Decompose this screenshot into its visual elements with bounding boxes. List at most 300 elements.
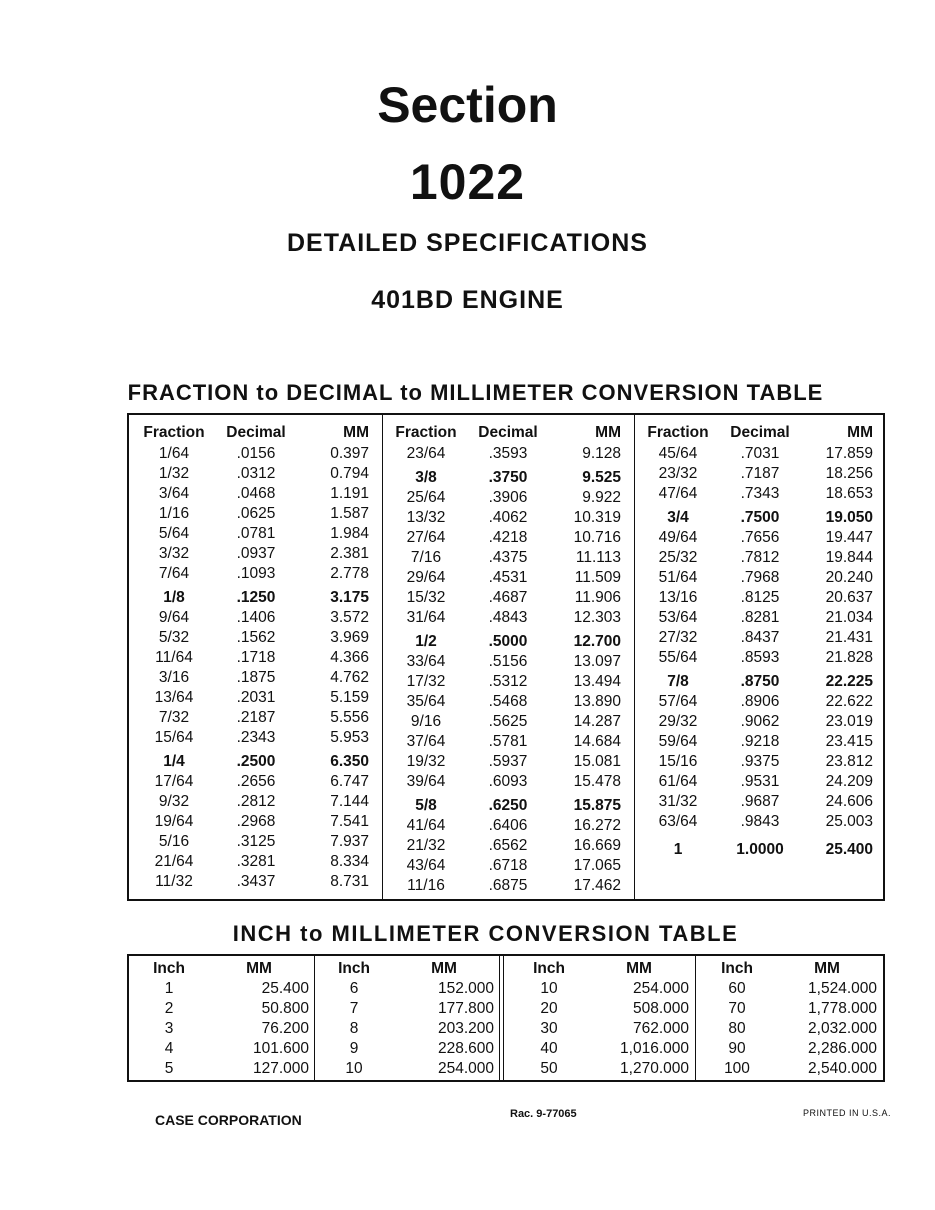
mm-cell: 1.191 (330, 485, 369, 502)
header-row (637, 421, 879, 444)
decimal-cell: .4687 (488, 589, 528, 606)
table-row (385, 548, 627, 568)
inch-cell: 50 (540, 1060, 558, 1077)
table-row (385, 588, 627, 608)
table-row (133, 668, 375, 688)
mm-cell: 4.366 (330, 649, 369, 666)
decimal-cell: .5156 (488, 653, 528, 670)
mm-cell: 1.984 (330, 525, 369, 542)
fraction-cell: 1/64 (158, 445, 190, 462)
mm-cell: 152.000 (437, 980, 494, 997)
mm-cell: 2.778 (330, 565, 369, 582)
inch-cell: 1 (164, 980, 174, 997)
fraction-cell: 43/64 (406, 857, 446, 874)
fraction-column-1 (133, 421, 375, 892)
fraction-table-title: FRACTION to DECIMAL to MILLIMETER CONVERSION TABLE (127, 380, 824, 405)
table-row (637, 508, 879, 528)
decimal-cell: .6250 (488, 797, 528, 814)
fraction-cell: 23/32 (658, 465, 698, 482)
decimal-cell: .8750 (740, 673, 780, 690)
decimal-cell: .3750 (488, 469, 528, 486)
table-row (637, 812, 879, 832)
table-row (509, 999, 689, 1019)
mm-cell: 14.684 (573, 733, 621, 750)
mm-cell: 12.700 (573, 633, 621, 650)
decimal-cell: .8906 (740, 693, 780, 710)
fraction-cell: 63/64 (658, 813, 698, 830)
mm-cell: 127.000 (252, 1060, 309, 1077)
mm-cell: 19.050 (825, 509, 873, 526)
mm-cell: 19.844 (825, 549, 873, 566)
decimal-cell: .2500 (236, 753, 276, 770)
table-row (133, 772, 375, 792)
fraction-cell: 5/8 (415, 797, 437, 814)
mm-cell: 17.859 (825, 445, 873, 462)
mm-cell: 2,032.000 (808, 1020, 877, 1037)
decimal-cell: .3281 (236, 853, 276, 870)
fraction-cell: 7/32 (158, 709, 190, 726)
fraction-cell: 19/32 (406, 753, 446, 770)
table-row (133, 688, 375, 708)
inch-column-1 (129, 959, 309, 1079)
mm-cell: 16.669 (573, 837, 621, 854)
fraction-cell: 15/16 (658, 753, 698, 770)
table-row (133, 852, 375, 872)
column-divider (695, 956, 696, 1080)
mm-cell: 50.800 (261, 1000, 309, 1017)
mm-cell: 254.000 (632, 980, 689, 997)
decimal-cell: .4375 (488, 549, 528, 566)
table-row (385, 752, 627, 772)
inch-cell: 80 (728, 1020, 746, 1037)
fraction-cell: 33/64 (406, 653, 446, 670)
mm-cell: 6.747 (330, 773, 369, 790)
column-header: MM (246, 960, 272, 977)
company-name: CASE CORPORATION (155, 1112, 302, 1128)
mm-cell: 13.097 (573, 653, 621, 670)
mm-cell: 254.000 (437, 1060, 494, 1077)
mm-cell: 23.812 (825, 753, 873, 770)
inch-table-title: INCH to MILLIMETER CONVERSION TABLE (232, 921, 739, 946)
mm-cell: 4.762 (330, 669, 369, 686)
fraction-cell: 5/64 (158, 525, 190, 542)
fraction-cell: 21/64 (154, 853, 194, 870)
mm-cell: 11.906 (574, 589, 621, 606)
fraction-cell: 1/4 (163, 753, 185, 770)
decimal-cell: .6562 (488, 837, 528, 854)
mm-cell: 25.400 (261, 980, 309, 997)
fraction-cell: 1/16 (158, 505, 190, 522)
table-row (385, 468, 627, 488)
mm-cell: 1,016.000 (620, 1040, 689, 1057)
mm-cell: 1,270.000 (620, 1060, 689, 1077)
inch-column-3 (509, 959, 689, 1079)
mm-cell: 7.937 (330, 833, 369, 850)
inch-cell: 40 (540, 1040, 558, 1057)
table-row (129, 1019, 309, 1039)
fraction-cell: 7/64 (158, 565, 190, 582)
table-row (637, 608, 879, 628)
fraction-cell: 41/64 (406, 817, 446, 834)
fraction-cell: 13/32 (406, 509, 446, 526)
decimal-cell: .3437 (236, 873, 276, 890)
decimal-cell: .9375 (740, 753, 780, 770)
fraction-cell: 29/64 (406, 569, 446, 586)
decimal-cell: .0625 (236, 505, 276, 522)
table-row (637, 464, 879, 484)
decimal-cell: .5468 (488, 693, 528, 710)
mm-cell: 14.287 (573, 713, 621, 730)
table-row (385, 508, 627, 528)
inch-column-4 (697, 959, 877, 1079)
reference-number: Rac. 9-77065 (510, 1108, 577, 1120)
fraction-cell: 3/64 (158, 485, 190, 502)
mm-cell: 12.303 (573, 609, 621, 626)
column-divider (634, 415, 635, 899)
column-divider (499, 956, 500, 1080)
mm-cell: 24.606 (825, 793, 873, 810)
table-row (133, 484, 375, 504)
mm-cell: 22.622 (825, 693, 873, 710)
decimal-cell: .6093 (488, 773, 528, 790)
fraction-cell: 9/32 (158, 793, 190, 810)
table-row (133, 544, 375, 564)
table-row (133, 588, 375, 608)
table-row (385, 816, 627, 836)
table-row (385, 836, 627, 856)
header-row (385, 421, 627, 444)
table-row (133, 648, 375, 668)
mm-cell: 3.175 (330, 589, 369, 606)
fraction-cell: 15/64 (154, 729, 194, 746)
header-row (314, 959, 494, 979)
decimal-cell: .8437 (740, 629, 780, 646)
mm-cell: 21.828 (825, 649, 873, 666)
table-row (133, 792, 375, 812)
decimal-cell: .4218 (488, 529, 528, 546)
inch-cell: 5 (164, 1060, 174, 1077)
column-header: Inch (338, 960, 370, 977)
mm-cell: 24.209 (825, 773, 873, 790)
mm-cell: 5.556 (330, 709, 369, 726)
decimal-cell: .8125 (740, 589, 780, 606)
fraction-cell: 29/32 (658, 713, 698, 730)
mm-cell: 16.272 (573, 817, 621, 834)
fraction-cell: 11/16 (407, 877, 445, 894)
mm-cell: 5.159 (330, 689, 369, 706)
inch-cell: 90 (728, 1040, 746, 1057)
table-row (314, 999, 494, 1019)
decimal-cell: .6718 (488, 857, 528, 874)
fraction-cell: 57/64 (658, 693, 698, 710)
fraction-cell: 51/64 (658, 569, 698, 586)
column-divider (503, 956, 504, 1080)
table-row (133, 708, 375, 728)
table-row (697, 1059, 877, 1079)
table-row (133, 812, 375, 832)
table-row (385, 796, 627, 816)
inch-cell: 10 (345, 1060, 363, 1077)
mm-cell: 8.334 (330, 853, 369, 870)
table-row (697, 1039, 877, 1059)
table-row (637, 712, 879, 732)
mm-cell: 3.572 (330, 609, 369, 626)
table-row (637, 752, 879, 772)
decimal-cell: .9687 (740, 793, 780, 810)
mm-cell: 17.462 (573, 877, 621, 894)
mm-cell: 20.637 (825, 589, 873, 606)
mm-cell: 2,286.000 (808, 1040, 877, 1057)
column-header: Decimal (730, 424, 790, 441)
table-row (385, 772, 627, 792)
page-subtitle: DETAILED SPECIFICATIONS (287, 229, 648, 257)
fraction-cell: 5/16 (158, 833, 190, 850)
fraction-cell: 11/64 (155, 649, 193, 666)
inch-cell: 8 (349, 1020, 359, 1037)
decimal-cell: .7656 (740, 529, 780, 546)
fraction-cell: 1/8 (163, 589, 185, 606)
table-row (385, 876, 627, 896)
decimal-cell: .1406 (236, 609, 276, 626)
table-row (509, 1039, 689, 1059)
table-row (385, 488, 627, 508)
mm-cell: 18.256 (825, 465, 873, 482)
column-header: MM (847, 424, 873, 441)
table-row (509, 1019, 689, 1039)
decimal-cell: .7187 (740, 465, 780, 482)
header-row (697, 959, 877, 979)
fraction-cell: 47/64 (658, 485, 698, 502)
table-row (129, 979, 309, 999)
fraction-cell: 27/32 (658, 629, 698, 646)
mm-cell: 21.431 (825, 629, 873, 646)
column-header: Fraction (395, 424, 457, 441)
mm-cell: 2,540.000 (808, 1060, 877, 1077)
mm-cell: 9.128 (582, 445, 621, 462)
table-row (133, 608, 375, 628)
fraction-cell: 53/64 (658, 609, 698, 626)
fraction-cell: 3/32 (158, 545, 190, 562)
decimal-cell: .4531 (488, 569, 528, 586)
mm-cell: 1,524.000 (808, 980, 877, 997)
decimal-cell: .2031 (236, 689, 276, 706)
fraction-column-2 (385, 421, 627, 896)
table-row (133, 444, 375, 464)
mm-cell: 11.509 (574, 569, 621, 586)
decimal-cell: .3906 (488, 489, 528, 506)
fraction-cell: 21/32 (406, 837, 446, 854)
header-row (509, 959, 689, 979)
fraction-cell: 3/8 (415, 469, 437, 486)
table-row (697, 999, 877, 1019)
fraction-cell: 11/32 (155, 873, 193, 890)
column-header: Inch (153, 960, 185, 977)
header-row (133, 421, 375, 444)
table-row (133, 832, 375, 852)
decimal-cell: .3125 (236, 833, 276, 850)
decimal-cell: .2187 (236, 709, 276, 726)
inch-cell: 10 (540, 980, 558, 997)
table-row (314, 979, 494, 999)
table-row (314, 1019, 494, 1039)
decimal-cell: .7031 (740, 445, 780, 462)
column-header: MM (595, 424, 621, 441)
table-row (385, 528, 627, 548)
fraction-cell: 1/2 (415, 633, 437, 650)
decimal-cell: .4062 (488, 509, 528, 526)
decimal-cell: .0312 (236, 465, 276, 482)
column-header: MM (814, 960, 840, 977)
mm-cell: 7.144 (330, 793, 369, 810)
mm-cell: 508.000 (632, 1000, 689, 1017)
column-header: MM (626, 960, 652, 977)
mm-cell: 23.415 (825, 733, 873, 750)
printed-notice: PRINTED IN U.S.A. (803, 1108, 892, 1118)
table-row (133, 564, 375, 584)
fraction-cell: 59/64 (658, 733, 698, 750)
table-row (129, 1059, 309, 1079)
column-header: Inch (721, 960, 753, 977)
mm-cell: 25.400 (825, 841, 873, 858)
mm-cell: 25.003 (825, 813, 873, 830)
fraction-cell: 27/64 (406, 529, 446, 546)
column-header: Fraction (143, 424, 205, 441)
decimal-cell: .4843 (488, 609, 528, 626)
table-row (385, 732, 627, 752)
fraction-cell: 9/16 (410, 713, 442, 730)
mm-cell: 13.890 (573, 693, 621, 710)
table-row (385, 692, 627, 712)
table-row (385, 632, 627, 652)
decimal-cell: .2968 (236, 813, 276, 830)
decimal-cell: .1562 (236, 629, 276, 646)
table-row (129, 999, 309, 1019)
mm-cell: 23.019 (825, 713, 873, 730)
table-row (509, 1059, 689, 1079)
mm-cell: 3.969 (330, 629, 369, 646)
fraction-cell: 31/32 (658, 793, 698, 810)
decimal-cell: .0937 (236, 545, 276, 562)
decimal-cell: .2343 (236, 729, 276, 746)
column-header: Inch (533, 960, 565, 977)
decimal-cell: .0156 (236, 445, 276, 462)
fraction-cell: 25/32 (658, 549, 698, 566)
mm-cell: 6.350 (330, 753, 369, 770)
fraction-cell: 3/16 (158, 669, 190, 686)
mm-cell: 1.587 (330, 505, 369, 522)
fraction-cell: 19/64 (154, 813, 194, 830)
decimal-cell: .5312 (488, 673, 528, 690)
decimal-cell: .1250 (236, 589, 276, 606)
fraction-cell: 13/16 (658, 589, 698, 606)
table-row (385, 652, 627, 672)
table-row (133, 628, 375, 648)
decimal-cell: .3593 (488, 445, 528, 462)
table-row (314, 1059, 494, 1079)
inch-cell: 3 (164, 1020, 174, 1037)
decimal-cell: .8593 (740, 649, 780, 666)
mm-cell: 21.034 (825, 609, 873, 626)
table-row (637, 484, 879, 504)
table-row (637, 772, 879, 792)
fraction-cell: 49/64 (658, 529, 698, 546)
table-row (509, 979, 689, 999)
mm-cell: 10.319 (573, 509, 621, 526)
fraction-cell: 55/64 (658, 649, 698, 666)
table-row (637, 672, 879, 692)
decimal-cell: .5937 (488, 753, 528, 770)
table-row (385, 568, 627, 588)
inch-cell: 2 (164, 1000, 174, 1017)
decimal-cell: .8281 (740, 609, 780, 626)
decimal-cell: .9218 (740, 733, 780, 750)
table-row (385, 712, 627, 732)
decimal-cell: .5625 (488, 713, 528, 730)
mm-cell: 17.065 (573, 857, 621, 874)
table-row (637, 548, 879, 568)
column-header: Decimal (226, 424, 286, 441)
fraction-cell: 35/64 (406, 693, 446, 710)
engine-title: 401BD ENGINE (371, 286, 564, 314)
table-row (637, 692, 879, 712)
mm-cell: 1,778.000 (808, 1000, 877, 1017)
fraction-cell: 7/16 (410, 549, 442, 566)
inch-cell: 30 (540, 1020, 558, 1037)
table-row (385, 608, 627, 628)
table-row (637, 792, 879, 812)
mm-cell: 76.200 (261, 1020, 309, 1037)
fraction-cell: 7/8 (667, 673, 689, 690)
mm-cell: 22.225 (825, 673, 873, 690)
inch-conversion-table (127, 954, 885, 1082)
inch-cell: 70 (728, 1000, 746, 1017)
mm-cell: 0.397 (330, 445, 369, 462)
fraction-column-3 (637, 421, 879, 860)
table-row (314, 1039, 494, 1059)
fraction-conversion-table (127, 413, 885, 901)
inch-cell: 60 (728, 980, 746, 997)
mm-cell: 9.922 (582, 489, 621, 506)
mm-cell: 203.200 (437, 1020, 494, 1037)
mm-cell: 228.600 (437, 1040, 494, 1057)
decimal-cell: .7343 (740, 485, 780, 502)
decimal-cell: .7812 (740, 549, 780, 566)
mm-cell: 15.478 (573, 773, 621, 790)
table-row (637, 528, 879, 548)
decimal-cell: .9062 (740, 713, 780, 730)
table-row (637, 648, 879, 668)
fraction-cell: 5/32 (158, 629, 190, 646)
table-row (637, 732, 879, 752)
table-row (133, 872, 375, 892)
fraction-cell: 17/64 (154, 773, 194, 790)
decimal-cell: .1093 (236, 565, 276, 582)
table-row (637, 588, 879, 608)
table-row (637, 840, 879, 860)
fraction-cell: 3/4 (667, 509, 689, 526)
section-word: Section (377, 77, 558, 133)
mm-cell: 9.525 (582, 469, 621, 486)
fraction-cell: 25/64 (406, 489, 446, 506)
mm-cell: 2.381 (330, 545, 369, 562)
mm-cell: 762.000 (632, 1020, 689, 1037)
decimal-cell: .6406 (488, 817, 528, 834)
section-number: 1022 (409, 154, 526, 210)
mm-cell: 177.800 (437, 1000, 494, 1017)
fraction-cell: 15/32 (406, 589, 446, 606)
fraction-cell: 37/64 (406, 733, 446, 750)
mm-cell: 10.716 (573, 529, 621, 546)
